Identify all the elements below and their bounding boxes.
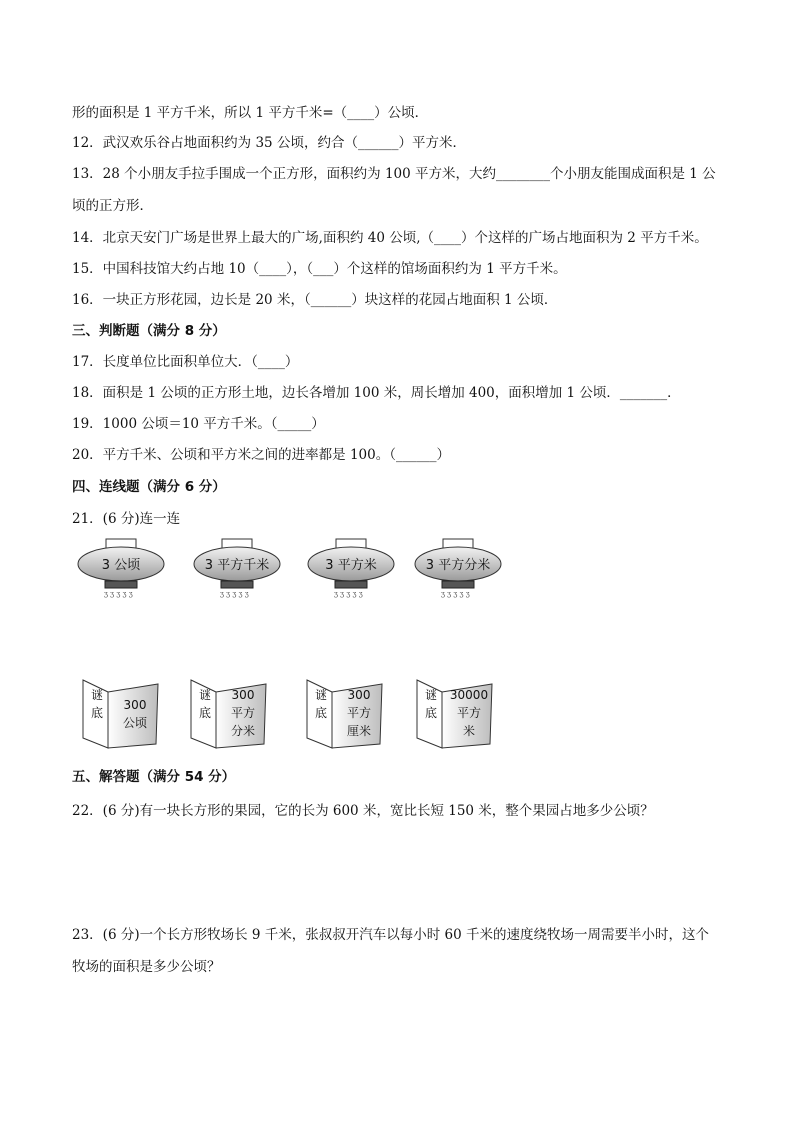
lantern[interactable] [306,538,396,600]
lantern[interactable] [76,538,166,600]
lantern-label: 3 公顷 [101,558,141,573]
question-13: 13．28 个小朋友手拉手围成一个正方形，面积约为 100 平方米，大约________个小朋友能围成面积是 1 公 [72,166,716,182]
question-15: 15．中国科技馆大约占地 10（____），（___）个这样的馆场面积约为 1 平方千米。 [72,261,567,277]
book-right-text: 300 平方 分米 [230,688,255,738]
svg-text:ʒ ʒ ʒ ʒ ʒ: ʒ ʒ ʒ ʒ ʒ [220,590,249,598]
riddle-book[interactable] [414,678,494,750]
section-4-heading: 四、连线题（满分 6 分） [72,479,226,495]
section-3-heading: 三、判断题（满分 8 分） [72,323,226,339]
question-18: 18．面积是 1 公顷的正方形土地，边长各增加 100 米，周长增加 400，面积增加 1 公顷．_______． [72,385,681,401]
book-left-text: 谜 底 [198,688,211,720]
section-5-heading: 五、解答题（满分 54 分） [72,769,236,785]
question-19: 19．1000 公顷＝10 平方千米。（_____） [72,416,325,432]
svg-text:ʒ ʒ ʒ ʒ ʒ: ʒ ʒ ʒ ʒ ʒ [441,590,470,598]
lantern-label: 3 平方分米 [425,558,491,573]
question-12: 12．武汉欢乐谷占地面积约为 35 公顷，约合（______）平方米． [72,135,466,151]
line-11-tail: 形的面积是 1 平方千米，所以 1 平方千米=（____）公顷． [72,105,429,121]
riddle-book[interactable] [188,678,268,750]
riddle-book[interactable] [80,678,160,750]
riddle-book[interactable] [304,678,384,750]
lantern[interactable] [413,538,503,600]
question-13-cont: 顷的正方形． [72,198,153,214]
question-21: 21．(6 分)连一连 [72,511,181,527]
svg-text:ʒ ʒ ʒ ʒ ʒ: ʒ ʒ ʒ ʒ ʒ [104,590,133,598]
question-23-cont: 牧场的面积是多少公顷？ [72,959,221,975]
book-left-text: 谜 底 [314,688,327,720]
book-right-text: 30000 平方 米 [449,688,489,738]
question-20: 20．平方千米、公顷和平方米之间的进率都是 100。（______） [72,447,450,463]
svg-text:ʒ ʒ ʒ ʒ ʒ: ʒ ʒ ʒ ʒ ʒ [334,590,363,598]
question-22: 22．(6 分)有一块长方形的果园，它的长为 600 米，宽比长短 150 米，整个果园占地多少公顷？ [72,803,654,819]
question-16: 16．一块正方形花园，边长是 20 米，（______）块这样的花园占地面积 1 公顷． [72,292,558,308]
lantern[interactable] [192,538,282,600]
book-right-text: 300 平方 厘米 [346,688,371,738]
book-left-text: 谜 底 [424,688,437,720]
question-23: 23．(6 分)一个长方形牧场长 9 千米，张叔叔开汽车以每小时 60 千米的速度绕牧场一周需要半小时，这个 [72,927,710,943]
lantern-label: 3 平方米 [325,558,377,573]
lantern-label: 3 平方千米 [204,558,270,573]
question-14: 14．北京天安门广场是世界上最大的广场,面积约 40 公顷,（____）个这样的广场占地面积为 2 平方千米。 [72,230,708,246]
question-17: 17．长度单位比面积单位大．（____） [72,354,299,370]
book-left-text: 谜 底 [90,688,103,720]
book-right-text: 300 公顷 [122,698,147,730]
